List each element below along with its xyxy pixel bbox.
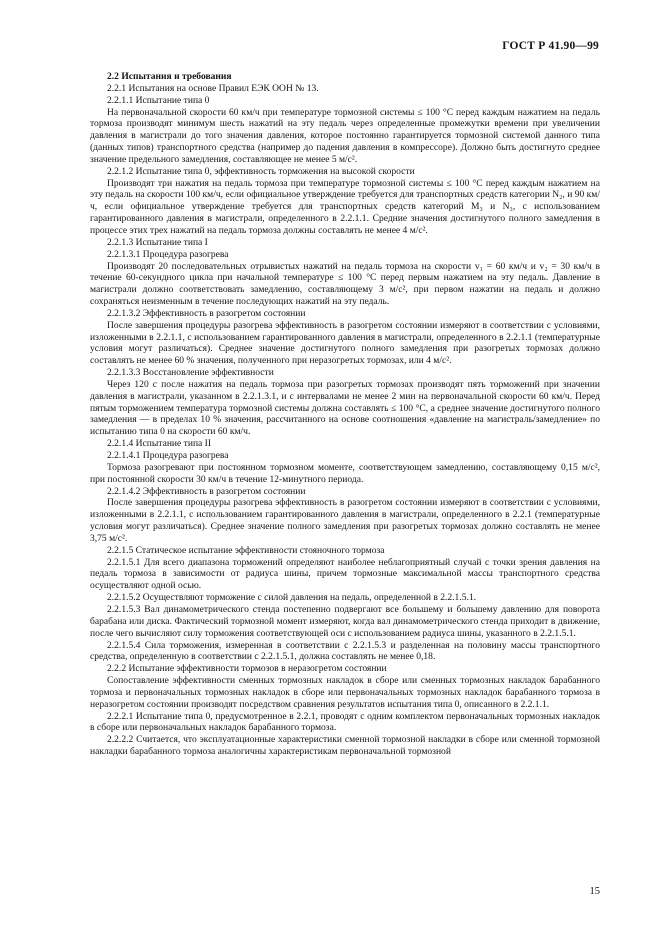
paragraph: Сопоставление эффективности сменных тормозных накладок в сборе или сменных тормозных накладок барабанного тормоза и первоначальных тормозных накладок в сборе или первоначальных тормозных накладок барабанного тормоза в неразогретом состоянии производят посредством сравнения результатов испытания типа 0, описанного в 2.2.1.1. — [90, 675, 600, 710]
paragraph: 2.2.1.4.2 Эффективность в разогретом состоянии — [107, 485, 306, 497]
paragraph: Тормоза разогревают при постоянном тормозном моменте, соответствующем замедлению, составляющему 0,15 м/с², при постоянной скорости 30 км/ч в течение 12-минутного периода. — [90, 461, 600, 485]
paragraph: 2.2.2.2 Считается, что эксплуатационные характеристики сменной тормозной накладки в сборе или сменной тормозной накладки барабанного тормоза аналогичны характеристикам первоначальной тормозной — [90, 734, 600, 758]
paragraph: 2.2.1.4 Испытание типа II — [107, 438, 212, 450]
page-number: 15 — [589, 886, 600, 897]
standard-header: ГОСТ Р 41.90—99 — [502, 40, 599, 52]
paragraph: 2.2.2.1 Испытание типа 0, предусмотренное в 2.2.1, проводят с одним комплектом первоначальных тормозных накладок в сборе или первоначальных накладок барабанного тормоза. — [90, 710, 600, 734]
paragraph: 2.2.1.5.1 Для всего диапазона торможений определяют наиболее неблагоприятный случай с точки зрения давления на педаль тормоза в зависимости от радиуса шины, причем тормозные максимальной массы транспортного средства осуществляют одной осью. — [90, 556, 600, 592]
paragraph: 2.2.1.5.2 Осуществляют торможение с силой давления на педаль, определенной в 2.2.1.5.1. — [107, 592, 477, 604]
paragraph: На первоначальной скорости 60 км/ч при температуре тормозной системы ≤ 100 °С перед каждым нажатием на педаль тормоза производят минимум шесть нажатий на эту педаль через определенные промежутки времени при увеличении давления в магистрали до того значения давления, которое постоянно гарантируется тормозной системой данного типа (данных типов) транспортного средства (например до падения давления в компрессоре). Должно быть достигнуто среднее значение предельного замедления, составляющее не менее 5 м/с². — [90, 106, 600, 165]
paragraph: После завершения процедуры разогрева эффективность в разогретом состоянии измеряют в соответствии с условиями, изложенными в 2.2.1.1, с использованием гарантированного давления в магистрали, определенного в 2.2.1 (температурные условия могут различаться). Среднее значение полного замедления при разогретых тормозах должно составлять не менее 3,75 м/с². — [90, 497, 600, 544]
paragraph: 2.2.1.4.1 Процедура разогрева — [107, 450, 229, 461]
section-heading: 2.2 Испытания и требования — [107, 71, 232, 82]
paragraph: Производят 20 последовательных отрывистых нажатий на педаль тормоза на скорости v₁ = 60 км/ч и v₂ = 30 км/ч в течение 60-секундного цикла при начальной температуре ≤ 100 °С перед первым нажатием на эту педаль. Давление в магистрали должно соответствовать замедлению, составляющему 3 м/с², при первом нажатии на педаль и должно сохраняться неизменным в течение последующих нажатий на эту педаль. — [90, 260, 600, 308]
paragraph: 2.2.1.3.2 Эффективность в разогретом состоянии — [107, 307, 306, 319]
paragraph: 2.2.2 Испытание эффективности тормозов в неразогретом состоянии — [107, 663, 387, 675]
paragraph: 2.2.1.5.4 Сила торможения, измеренная в соответствии с 2.2.1.5.3 и разделенная на половину массы транспортного средства, определенную в соответствии с 2.2.1.5.1, должна составлять не менее 0,18. — [90, 639, 600, 663]
paragraph: 2.2.1 Испытания на основе Правил ЕЭК ООН № 13. — [107, 82, 319, 94]
paragraph: 2.2.1.3.1 Процедура разогрева — [107, 248, 229, 260]
paragraph: 2.2.1.5 Статическое испытание эффективности стояночного тормоза — [107, 544, 385, 556]
paragraph: 2.2.1.5.3 Вал динамометрического стенда постепенно подвергают все большему и большему давлению для поворота барабана или диска. Фактический тормозной момент измеряют, когда вал динамометрического стенда приходит в движение, после чего вычисляют силу торможения соответствующей оси с использованием радиуса шины, указанного в 2.2.1.5.1. — [90, 603, 600, 639]
paragraph: После завершения процедуры разогрева эффективность в разогретом состоянии измеряют в соответствии с условиями, изложенными в 2.2.1.1, с использованием гарантированного давления в магистрали, определенного в 2.2.1.1 (температурные условия могут различаться). Среднее значение достигнутого полного замедления при разогретых тормозах должно составлять не менее 60 % значения, полученного при неразогретых тормозах, или 4 м/с². — [90, 319, 600, 367]
paragraph: Через 120 с после нажатия на педаль тормоза при разогретых тормозах производят пять торможений при значении давления в магистрали, указанном в 2.2.1.3.1, и с интервалами не менее 2 мин на первоначальной скорости 60 км/ч. Перед пятым торможением температура тормозной системы должна составлять ≤ 100 °С, а среднее значение достигнутого полного замедления — в пределах 10 % значения, рассчитанного на основе соотношения «давление на магистраль/замедление» по испытанию типа 0 на скорости 60 км/ч. — [90, 378, 600, 438]
paragraph: 2.2.1.3.3 Восстановление эффективности — [107, 367, 274, 379]
paragraph: 2.2.1.1 Испытание типа 0 — [107, 94, 210, 106]
paragraph: 2.2.1.2 Испытание типа 0, эффективность торможения на высокой скорости — [107, 165, 415, 177]
document-body — [90, 71, 600, 758]
paragraph: Производят три нажатия на педаль тормоза при температуре тормозной системы ≤ 100 °С перед каждым нажатием на эту педаль на скорости 100 км/ч, если официальное утверждение требуется для транспортных средств категории N₂, и 90 км/ч, если официальное утверждение требуется для транспортных средств категорий M₃ и N₃, с использованием гарантированного давления в магистрали, определенного в 2.2.1.1. Средние значения достигнутого полного замедления в процессе этих трех нажатий на педаль тормоза должны составлять не менее 4 м/с². — [90, 177, 600, 236]
paragraph: 2.2.1.3 Испытание типа I — [107, 236, 208, 248]
